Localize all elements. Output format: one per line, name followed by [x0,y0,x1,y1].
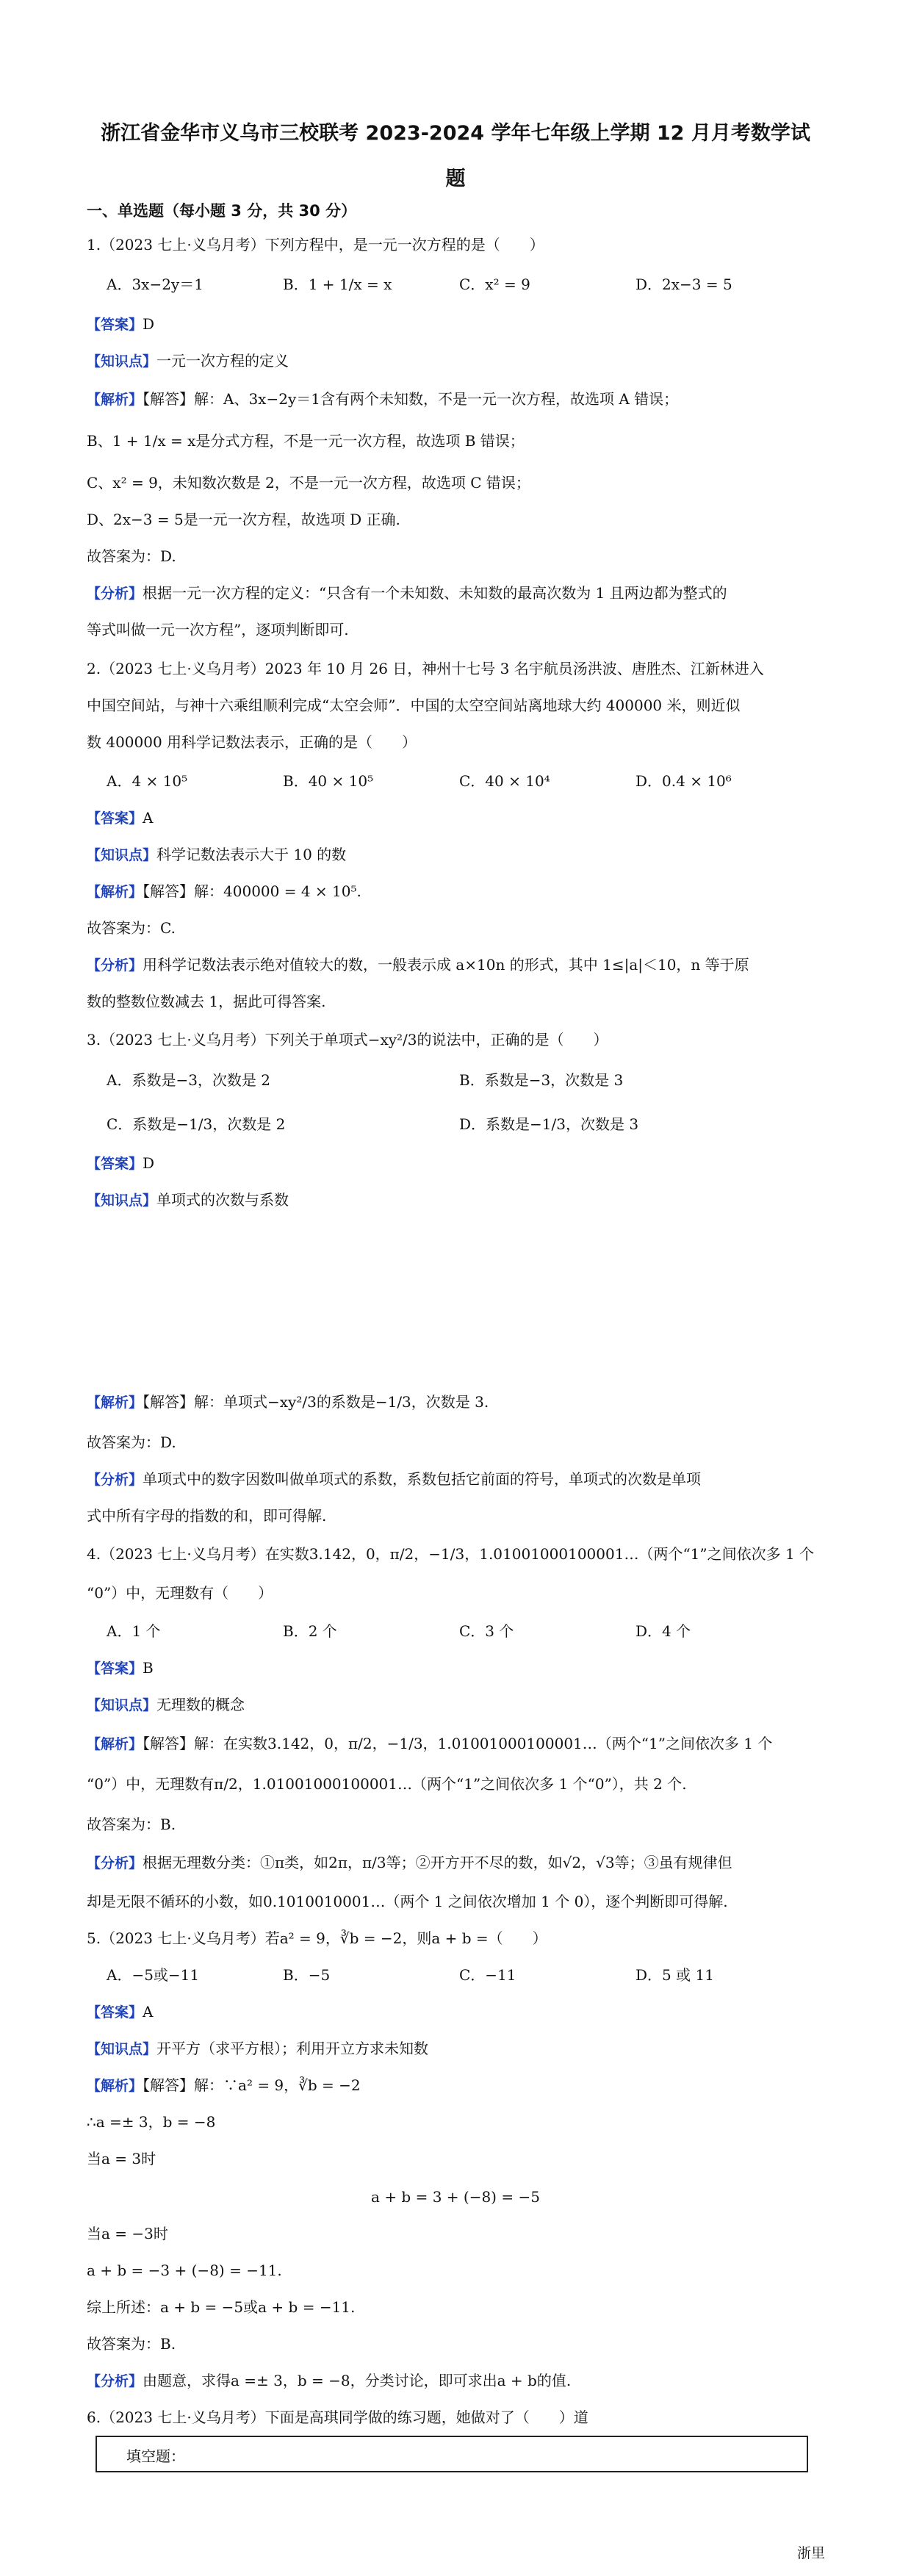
q4-answer-value: B [143,1659,154,1677]
q1-analysis-line: D、2x−3 = 5是一元一次方程，故选项 D 正确. [87,511,400,528]
q3-analysis-line: 故答案为：D. [87,1433,176,1451]
q4-option-b: B．2 个 [283,1622,337,1640]
q3-answer-value: D [143,1154,155,1172]
q3-option-b: B．系数是−3，次数是 3 [459,1071,624,1089]
document-title-line2: 题 [445,168,466,190]
page-footer: 浙里 [797,2545,826,2561]
q5-option-a: A．−5或−11 [107,1966,200,1984]
q5-analysis-line: 综上所述：a + b = −5或a + b = −11. [87,2298,356,2316]
answer-tag: 【答案】 [87,317,143,333]
q5-option-c: C．−11 [459,1966,516,1984]
q1-option-c: C．x² = 9 [459,276,530,293]
q1-answer-value: D [143,315,155,333]
q3-answer: 【答案】D [87,1154,155,1172]
q4-analysis-line: 故答案为：B. [87,1816,176,1833]
q5-analysis-line: ∴a =± 3，b = −8 [87,2113,216,2131]
q4-stem-line: 4.（2023 七上·义乌月考）在实数3.142，0，π/2，−1/3，1.01001000100001…（两个“1”之间依次多 1 个 [87,1545,815,1563]
q4-answer: 【答案】B [87,1659,154,1677]
q4-summary-line: 【分析】根据无理数分类：①π类，如2π，π/3等；②开方开不尽的数，如√2，√3等；③虽有规律但 [87,1854,732,1871]
q3-knowledge: 【知识点】单项式的次数与系数 [87,1191,289,1209]
q5-analysis-line: a + b = −3 + (−8) = −11. [87,2262,282,2279]
q4-analysis-line: 【解析】【解答】解：在实数3.142，0，π/2，−1/3，1.01001000100001…（两个“1”之间依次多 1 个 [87,1735,773,1752]
knowledge-tag: 【知识点】 [87,353,157,370]
q2-option-d: D．0.4 × 10⁶ [635,772,732,790]
q1-knowledge-value: 一元一次方程的定义 [156,352,289,370]
q6-fill-box [96,2436,808,2472]
q2-summary-line: 【分析】用科学记数法表示绝对值较大的数，一般表示成 a×10n 的形式，其中 1≤|a|＜10，n 等于原 [87,956,749,974]
q2-knowledge-value: 科学记数法表示大于 10 的数 [156,846,347,863]
q5-analysis-line: 当a = 3时 [87,2150,156,2167]
summary-tag: 【分析】 [87,586,143,602]
q1-option-d: D．2x−3 = 5 [635,276,732,293]
q4-option-a: A．1 个 [107,1622,161,1640]
q3-analysis-line: 【解析】【解答】解：单项式−xy²/3的系数是−1/3，次数是 3. [87,1393,489,1411]
q3-stem: 3.（2023 七上·义乌月考）下列关于单项式−xy²/3的说法中，正确的是（ ） [87,1031,608,1048]
q3-summary-line: 式中所有字母的指数的和，即可得解. [87,1507,327,1525]
q5-analysis-line: 当a = −3时 [87,2225,168,2242]
q5-knowledge: 【知识点】开平方（求平方根）；利用开立方求未知数 [87,2040,429,2057]
q2-analysis-line: 【解析】【解答】解：400000 = 4 × 10⁵. [87,882,361,900]
q3-option-a: A．系数是−3，次数是 2 [107,1071,271,1089]
q3-option-d: D．系数是−1/3，次数是 3 [459,1115,639,1133]
q1-knowledge [87,350,821,373]
q2-option-b: B．40 × 10⁵ [283,772,374,790]
q2-option-a: A．4 × 10⁵ [107,772,188,790]
q1-option-a: A．3x−2y＝1 [107,276,204,293]
q1-analysis-line: B、1 + 1/x = x是分式方程，不是一元一次方程，故选项 B 错误； [87,432,525,450]
q5-summary-line: 【分析】由题意，求得a =± 3，b = −8，分类讨论，即可求出a + b的值. [87,2372,572,2389]
q5-analysis-formula: a + b = 3 + (−8) = −5 [371,2188,540,2206]
q2-option-c: C．40 × 10⁴ [459,772,550,790]
section-heading: 一、单选题（每小题 3 分，共 30 分） [87,202,357,220]
q5-analysis-line: 【解析】【解答】解：∵a² = 9，∛b = −2 [87,2076,361,2094]
q3-option-c: C．系数是−1/3，次数是 2 [107,1115,286,1133]
q1-analysis-line: 故答案为：D. [87,547,176,565]
analysis-tag: 【解析】 [87,392,143,408]
q4-analysis-line: “0”）中，无理数有π/2，1.01001000100001…（两个“1”之间依次多 1 个“0”），共 2 个. [87,1775,687,1793]
q1-option-b: B．1 + 1/x = x [283,276,392,293]
q1-summary-line: 【分析】根据一元一次方程的定义：“只含有一个未知数、未知数的最高次数为 1 且两边都为整式的 [87,584,727,602]
q2-stem-line: 2.（2023 七上·义乌月考）2023 年 10 月 26 日，神州十七号 3 名宇航员汤洪波、唐胜杰、江新林进入 [87,660,764,677]
q1-analysis-line: 【解析】【解答】解：A、3x−2y＝1含有两个未知数，不是一元一次方程，故选项 A 错误； [87,390,679,408]
q5-answer-value: A [143,2003,154,2021]
q1-answer [87,313,821,336]
q3-knowledge-value: 单项式的次数与系数 [156,1191,289,1209]
q1-stem: 1.（2023 七上·义乌月考）下列方程中，是一元一次方程的是（ ） [87,236,544,253]
q3-summary-line: 【分析】单项式中的数字因数叫做单项式的系数，系数包括它前面的符号，单项式的次数是单项 [87,1470,702,1488]
q4-summary-line: 却是无限不循环的小数，如0.1010010001…（两个 1 之间依次增加 1 个 0），逐个判断即可得解. [87,1893,728,1910]
document-title-line1: 浙江省金华市义乌市三校联考 2023-2024 学年七年级上学期 12 月月考数学试 [101,122,810,145]
q5-option-d: D．5 或 11 [635,1966,714,1984]
q4-knowledge-value: 无理数的概念 [156,1696,245,1713]
q6-box-label: 填空题： [126,2447,185,2465]
q4-knowledge: 【知识点】无理数的概念 [87,1696,245,1713]
q5-knowledge-value: 开平方（求平方根）；利用开立方求未知数 [156,2040,429,2057]
q4-stem-line: “0”）中，无理数有（ ） [87,1584,273,1602]
q2-stem-line: 中国空间站，与神十六乘组顺利完成“太空会师”．中国的太空空间站离地球大约 400000 米，则近似 [87,697,741,714]
q4-option-d: D．4 个 [635,1622,691,1640]
q2-analysis-line: 故答案为：C. [87,919,176,937]
q5-option-b: B．−5 [283,1966,331,1984]
q4-option-c: C．3 个 [459,1622,514,1640]
q2-answer-value: A [143,809,154,827]
q2-answer: 【答案】A [87,809,154,827]
q2-stem-line: 数 400000 用科学记数法表示，正确的是（ ） [87,733,417,751]
q2-knowledge: 【知识点】科学记数法表示大于 10 的数 [87,846,347,863]
q5-answer: 【答案】A [87,2003,154,2021]
q1-analysis-line: C、x² = 9，未知数次数是 2，不是一元一次方程，故选项 C 错误； [87,474,530,492]
q5-analysis-line: 故答案为：B. [87,2335,176,2353]
q2-summary-line: 数的整数位数减去 1，据此可得答案. [87,993,326,1010]
q6-stem: 6.（2023 七上·义乌月考）下面是高琪同学做的练习题，她做对了（ ）道 [87,2408,588,2426]
q5-stem: 5.（2023 七上·义乌月考）若a² = 9，∛b = −2，则a + b =（ ） [87,1929,547,1947]
q1-summary-line: 等式叫做一元一次方程”，逐项判断即可. [87,621,349,638]
